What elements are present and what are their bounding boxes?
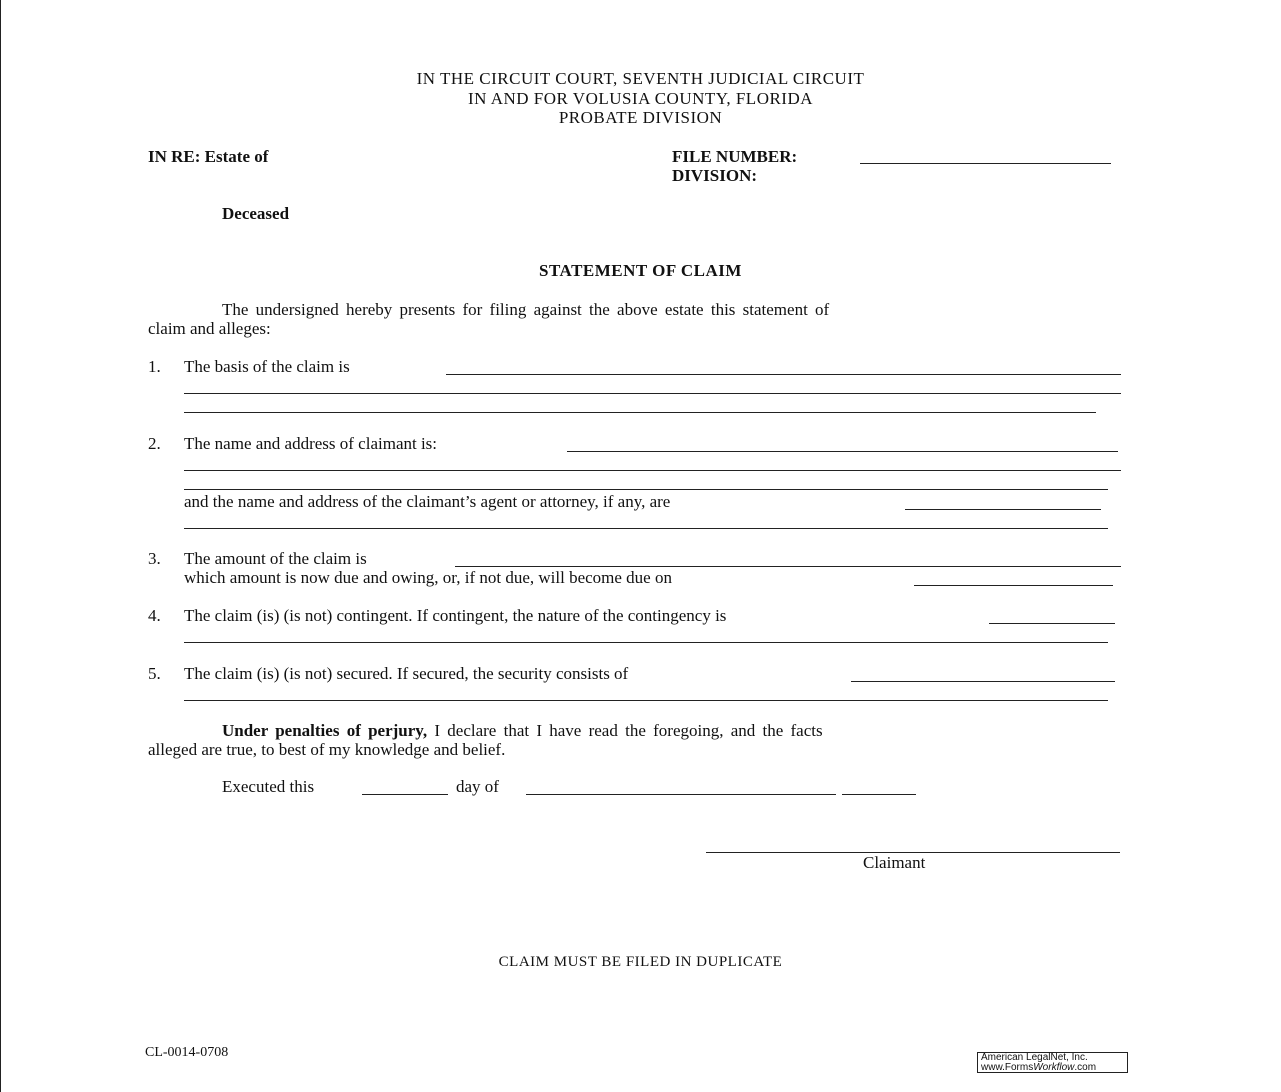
item-3-due-text: which amount is now due and owing, or, if not due, will become due on bbox=[184, 568, 672, 587]
publisher-url bbox=[981, 1063, 1127, 1073]
item-2-field-line-2[interactable] bbox=[184, 470, 1121, 471]
item-1-field-line-3[interactable] bbox=[184, 412, 1096, 413]
duplicate-note: CLAIM MUST BE FILED IN DUPLICATE bbox=[498, 954, 783, 970]
item-2-agent-field-line-2[interactable] bbox=[184, 528, 1108, 529]
perjury-line-2: alleged are true, to best of my knowledge and belief. bbox=[148, 740, 506, 759]
item-3-number: 3. bbox=[148, 549, 161, 568]
publisher-name: American LegalNet, Inc. bbox=[981, 1052, 1088, 1063]
item-2-field-line-1[interactable] bbox=[567, 451, 1118, 452]
item-3-text: The amount of the claim is bbox=[184, 549, 367, 568]
publisher-url-suffix: .com bbox=[1074, 1062, 1097, 1073]
publisher-url-italic: Workflow bbox=[1033, 1062, 1075, 1073]
item-5-number: 5. bbox=[148, 664, 161, 683]
perjury-rest: I declare that I have read the foregoing, and the facts bbox=[434, 721, 823, 740]
court-line-1: IN THE CIRCUIT COURT, SEVENTH JUDICIAL CIRCUIT bbox=[416, 69, 865, 88]
item-3-amount-field[interactable] bbox=[455, 566, 1121, 567]
executed-month-field[interactable] bbox=[526, 794, 836, 795]
item-4-field-line-2[interactable] bbox=[184, 642, 1108, 643]
form-code: CL-0014-0708 bbox=[145, 1045, 229, 1060]
item-5-field-line-1[interactable] bbox=[851, 681, 1115, 682]
item-2-field-line-3[interactable] bbox=[184, 489, 1108, 490]
item-1-field-line-2[interactable] bbox=[184, 393, 1121, 394]
page-edge bbox=[0, 0, 1, 1092]
item-4-text: The claim (is) (is not) contingent. If contingent, the nature of the contingency is bbox=[184, 606, 727, 625]
court-line-2: IN AND FOR VOLUSIA COUNTY, FLORIDA bbox=[467, 89, 814, 108]
item-2-agent-field-line-1[interactable] bbox=[905, 509, 1101, 510]
item-2-agent-text: and the name and address of the claimant’s agent or attorney, if any, are bbox=[184, 492, 671, 511]
item-4-number: 4. bbox=[148, 606, 161, 625]
item-1-text: The basis of the claim is bbox=[184, 357, 350, 376]
document-title: STATEMENT OF CLAIM bbox=[539, 261, 742, 280]
intro-line-2: claim and alleges: bbox=[148, 319, 271, 338]
item-2-number: 2. bbox=[148, 434, 161, 453]
item-1-number: 1. bbox=[148, 357, 161, 376]
perjury-line-1 bbox=[222, 721, 1120, 741]
court-line-3: PROBATE DIVISION bbox=[558, 108, 723, 127]
in-re-label: IN RE: Estate of bbox=[148, 147, 269, 166]
executed-prefix: Executed this bbox=[222, 777, 315, 796]
item-2-text: The name and address of claimant is: bbox=[184, 434, 438, 453]
executed-day-of: day of bbox=[456, 777, 499, 796]
item-5-text: The claim (is) (is not) secured. If secured, the security consists of bbox=[184, 664, 629, 683]
executed-year-field[interactable] bbox=[842, 794, 916, 795]
item-3-due-date-field[interactable] bbox=[914, 585, 1113, 586]
publisher-logo bbox=[977, 1052, 1128, 1073]
item-4-field-line-1[interactable] bbox=[989, 623, 1115, 624]
division-label: DIVISION: bbox=[672, 166, 758, 185]
file-number-label: FILE NUMBER: bbox=[672, 147, 798, 166]
item-1-field-line-1[interactable] bbox=[446, 374, 1121, 375]
publisher-url-prefix: www.Forms bbox=[981, 1062, 1034, 1073]
claimant-label: Claimant bbox=[863, 853, 926, 872]
intro-line-1: The undersigned hereby presents for filing against the above estate this statement of bbox=[222, 300, 830, 319]
file-number-field[interactable] bbox=[860, 163, 1111, 164]
deceased-label: Deceased bbox=[222, 204, 290, 223]
perjury-bold: Under penalties of perjury, bbox=[222, 721, 428, 740]
executed-day-field[interactable] bbox=[362, 794, 448, 795]
item-5-field-line-2[interactable] bbox=[184, 700, 1108, 701]
